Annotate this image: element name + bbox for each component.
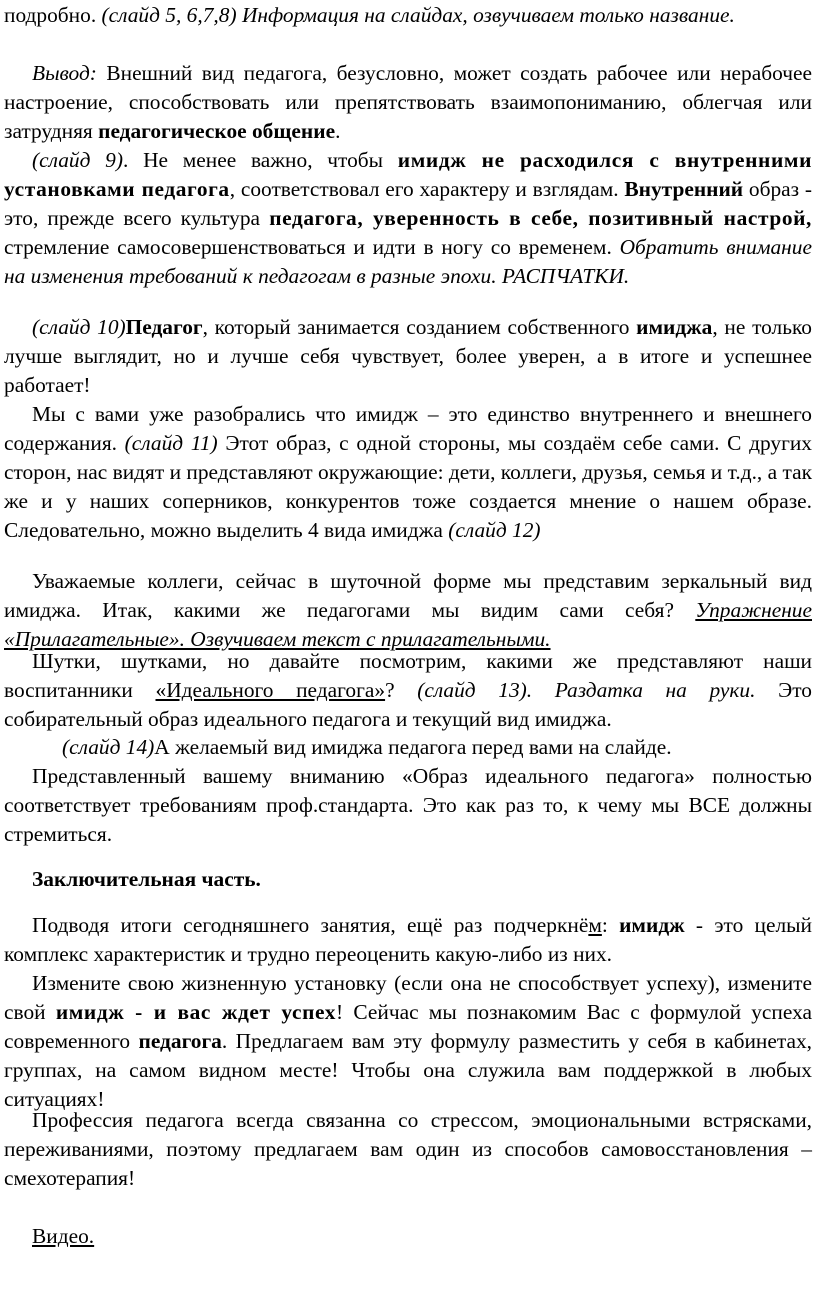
text: А желаемый вид имиджа педагога перед вами на слайде. <box>154 735 672 759</box>
bold-term: имиджа <box>636 315 713 339</box>
text: : <box>601 913 620 937</box>
video-link[interactable]: Видео. <box>32 1224 95 1248</box>
paragraph-ideal-teacher <box>4 762 812 849</box>
slide-ref: (слайд 11) <box>124 431 218 455</box>
text: Это собирательный образ идеального педагога и текущий вид имиджа. <box>4 678 812 731</box>
paragraph-slides-11-12 <box>4 400 812 545</box>
text: Измените свою жизненную установку (если она не способствует успеху), измените свой <box>4 971 812 1024</box>
bold-term: имидж - и вас ждет успех <box>55 1000 337 1024</box>
text: ? <box>385 678 418 702</box>
paragraph-laughter-therapy <box>4 1106 812 1193</box>
paragraph-slide-14 <box>4 733 812 762</box>
text: Представленный вашему вниманию «Образ идеального педагога» полностью соответствует требованиям проф.стандарта. Это как раз то, к чему мы ВСЕ должны стремиться. <box>4 764 812 846</box>
exercise-note: Упражнение «Прилагательные». Озвучиваем текст с прилагательными. <box>4 598 812 651</box>
text: образ - это, прежде всего культура <box>4 177 812 230</box>
underlined-term: «Идеального педагога» <box>155 678 386 702</box>
bold-term: педагога <box>138 1029 222 1053</box>
text: Этот образ, с одной стороны, мы создаём себе сами. С других сторон, нас видят и представляют окружающие: дети, коллеги, друзья, семья и т.д., а так же и у наших соперников, конкурентов тоже создается мнение о нашем образе. Следовательно, можно выделить 4 вида имиджа <box>4 431 812 542</box>
paragraph-slide-9 <box>4 146 812 291</box>
text: . Не менее важно, чтобы <box>122 148 398 172</box>
paragraph-slide-13 <box>4 647 812 734</box>
bold-term: имидж <box>619 913 685 937</box>
slide-ref: (слайд 13). Раздатка на руки. <box>417 678 756 702</box>
text: стремление самосовершенствоваться и идти в ногу со временем. <box>4 235 620 259</box>
text: Профессия педагога всегда связанна со стрессом, эмоциональными встрясками, переживаниями, поэтому предлагаем вам один из способов самовосстановления – смехотерапия! <box>4 1108 812 1190</box>
bold-term: имидж не расходился с внутренними установками педагога <box>4 148 812 201</box>
bold-term: педагогическое общение <box>98 119 336 143</box>
text: , соответствовал его характеру и взглядам. <box>229 177 625 201</box>
bold-term: Внутренний <box>624 177 744 201</box>
bold-term: Педагог <box>125 315 203 339</box>
paragraph-slides-5-8 <box>4 1 812 30</box>
italic-note: (слайд 5, 6,7,8) Информация на слайдах, озвучиваем только название. <box>101 3 735 27</box>
text: , который занимается созданием собственного <box>202 315 637 339</box>
text: ! Сейчас мы познакомим Вас с формулой успеха современного <box>4 1000 812 1053</box>
text: - это целый комплекс характеристик и трудно переоценить какую-либо из них. <box>4 913 812 966</box>
text: Внешний вид педагога, безусловно, может создать рабочее или нерабочее настроение, способствовать или препятствовать взаимопониманию, облегчая или затрудняя <box>4 61 812 143</box>
text: . Предлагаем вам эту формулу разместить у себя в кабинетах, группах, на самом видном месте! Чтобы она служила вам поддержкой в любых ситуациях! <box>4 1029 812 1111</box>
slide-ref: (слайд 14) <box>62 735 155 759</box>
text: подробно. <box>4 3 102 27</box>
text: Шутки, шутками, но давайте посмотрим, какими же представляют наши воспитанники <box>4 649 812 702</box>
italic-note: Обратить внимание на изменения требований к педагогам в разные эпохи. РАСПЧАТКИ. <box>4 235 812 288</box>
bold-term: педагога, уверенность в себе, позитивный настрой, <box>269 206 813 230</box>
text: Мы с вами уже разобрались что имидж – это единство внутреннего и внешнего содержания. <box>4 402 812 455</box>
slide-ref: (слайд 9) <box>32 148 123 172</box>
paragraph-conclusion-appearance <box>4 59 812 146</box>
paragraph-summary <box>4 911 812 969</box>
label-conclusion: Вывод: <box>32 61 97 85</box>
underlined-letter: м <box>588 913 602 937</box>
text: Подводя итоги сегодняшнего занятия, ещё раз подчеркнё <box>32 913 589 937</box>
paragraph-mirror-image <box>4 567 812 654</box>
section-heading: Заключительная часть. <box>32 867 261 891</box>
paragraph-success-formula <box>4 969 812 1114</box>
slide-ref: (слайд 10) <box>32 315 126 339</box>
text: . <box>335 119 341 143</box>
text: Уважаемые коллеги, сейчас в шуточной форме мы представим зеркальный вид имиджа. Итак, какими же педагогами мы видим сами себя? <box>4 569 812 622</box>
text: , не только лучше выглядит, но и лучше себя чувствует, более уверен, а в итоге и успешнее работает! <box>4 315 812 397</box>
paragraph-slide-10 <box>4 313 812 400</box>
slide-ref: (слайд 12) <box>448 518 541 542</box>
